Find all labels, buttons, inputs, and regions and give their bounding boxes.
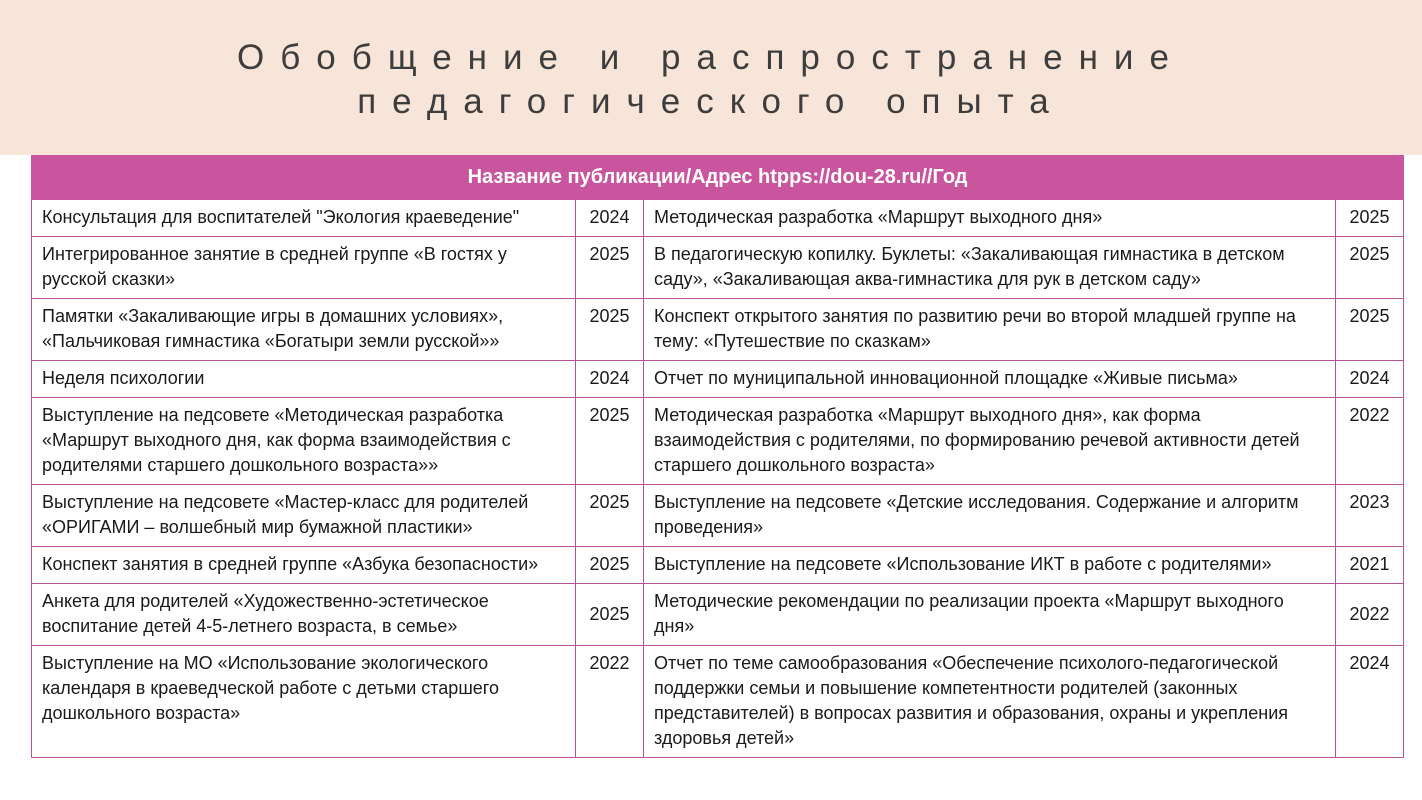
publication-title-cell: Интегрированное занятие в средней группе «В гостях у русской сказки» <box>32 237 576 299</box>
publication-year-cell: 2021 <box>1336 547 1404 584</box>
publication-title-cell: Конспект занятия в средней группе «Азбука безопасности» <box>32 547 576 584</box>
page-title-line-2: педагогического опыта <box>357 82 1065 121</box>
publication-title-cell: Выступление на МО «Использование экологического календаря в краеведческой работе с детьми старшего дошкольного возраста» <box>32 646 576 758</box>
publication-title-cell: Выступление на педсовете «Использование ИКТ в работе с родителями» <box>644 547 1336 584</box>
publication-title-cell: Методическая разработка «Маршрут выходного дня», как форма взаимодействия с родителями, по формированию речевой активности детей старшего дошкольного возраста» <box>644 398 1336 485</box>
publication-title-cell: Неделя психологии <box>32 361 576 398</box>
page-title-line-1: Обобщение и распространение <box>237 38 1185 77</box>
table-row <box>32 485 1404 547</box>
publication-year-cell: 2025 <box>1336 200 1404 237</box>
table-row <box>32 299 1404 361</box>
table-row <box>32 646 1404 758</box>
publication-title-cell: Выступление на педсовете «Детские исследования. Содержание и алгоритм проведения» <box>644 485 1336 547</box>
publication-year-cell: 2025 <box>576 547 644 584</box>
publication-year-cell: 2025 <box>1336 299 1404 361</box>
publication-year-cell: 2023 <box>1336 485 1404 547</box>
table-row <box>32 584 1404 646</box>
publication-title-cell: Консультация для воспитателей "Экология краеведение" <box>32 200 576 237</box>
publication-year-cell: 2025 <box>576 584 644 646</box>
table-row <box>32 398 1404 485</box>
publication-year-cell: 2025 <box>576 485 644 547</box>
publication-title-cell: Памятки «Закаливающие игры в домашних условиях», «Пальчиковая гимнастика «Богатыри земли русской»» <box>32 299 576 361</box>
table-header-row <box>32 156 1404 200</box>
publication-title-cell: Анкета для родителей «Художественно-эстетическое воспитание детей 4-5-летнего возраста, в семье» <box>32 584 576 646</box>
publication-title-cell: Выступление на педсовете «Методическая разработка «Маршрут выходного дня, как форма взаимодействия с родителями старшего дошкольного возраста»» <box>32 398 576 485</box>
publication-year-cell: 2024 <box>576 361 644 398</box>
publication-title-cell: Отчет по теме самообразования «Обеспечение психолого-педагогической поддержки семьи и повышение компетентности родителей (законных представителей) в вопросах развития и образования, охраны и укрепления здоровья детей» <box>644 646 1336 758</box>
publication-year-cell: 2025 <box>1336 237 1404 299</box>
publication-title-cell: Выступление на педсовете «Мастер-класс для родителей «ОРИГАМИ – волшебный мир бумажной пластики» <box>32 485 576 547</box>
table-row <box>32 200 1404 237</box>
publication-title-cell: Методическая разработка «Маршрут выходного дня» <box>644 200 1336 237</box>
publications-table <box>31 155 1404 758</box>
table-row <box>32 361 1404 398</box>
publication-year-cell: 2024 <box>1336 361 1404 398</box>
publication-title-cell: В педагогическую копилку. Буклеты: «Закаливающая гимнастика в детском саду», «Закаливающая аква-гимнастика для рук в детском саду» <box>644 237 1336 299</box>
table-row <box>32 547 1404 584</box>
publication-year-cell: 2022 <box>1336 584 1404 646</box>
publication-year-cell: 2022 <box>576 646 644 758</box>
publication-year-cell: 2025 <box>576 237 644 299</box>
publication-year-cell: 2025 <box>576 299 644 361</box>
publication-year-cell: 2024 <box>576 200 644 237</box>
table-header: Название публикации/Адрес htpps://dou-28.ru//Год <box>32 156 1404 200</box>
publication-title-cell: Отчет по муниципальной инновационной площадке «Живые письма» <box>644 361 1336 398</box>
publication-year-cell: 2022 <box>1336 398 1404 485</box>
title-banner <box>0 0 1422 155</box>
publication-title-cell: Конспект открытого занятия по развитию речи во второй младшей группе на тему: «Путешествие по сказкам» <box>644 299 1336 361</box>
publication-year-cell: 2025 <box>576 398 644 485</box>
publication-year-cell: 2024 <box>1336 646 1404 758</box>
table-row <box>32 237 1404 299</box>
publication-title-cell: Методические рекомендации по реализации проекта «Маршрут выходного дня» <box>644 584 1336 646</box>
